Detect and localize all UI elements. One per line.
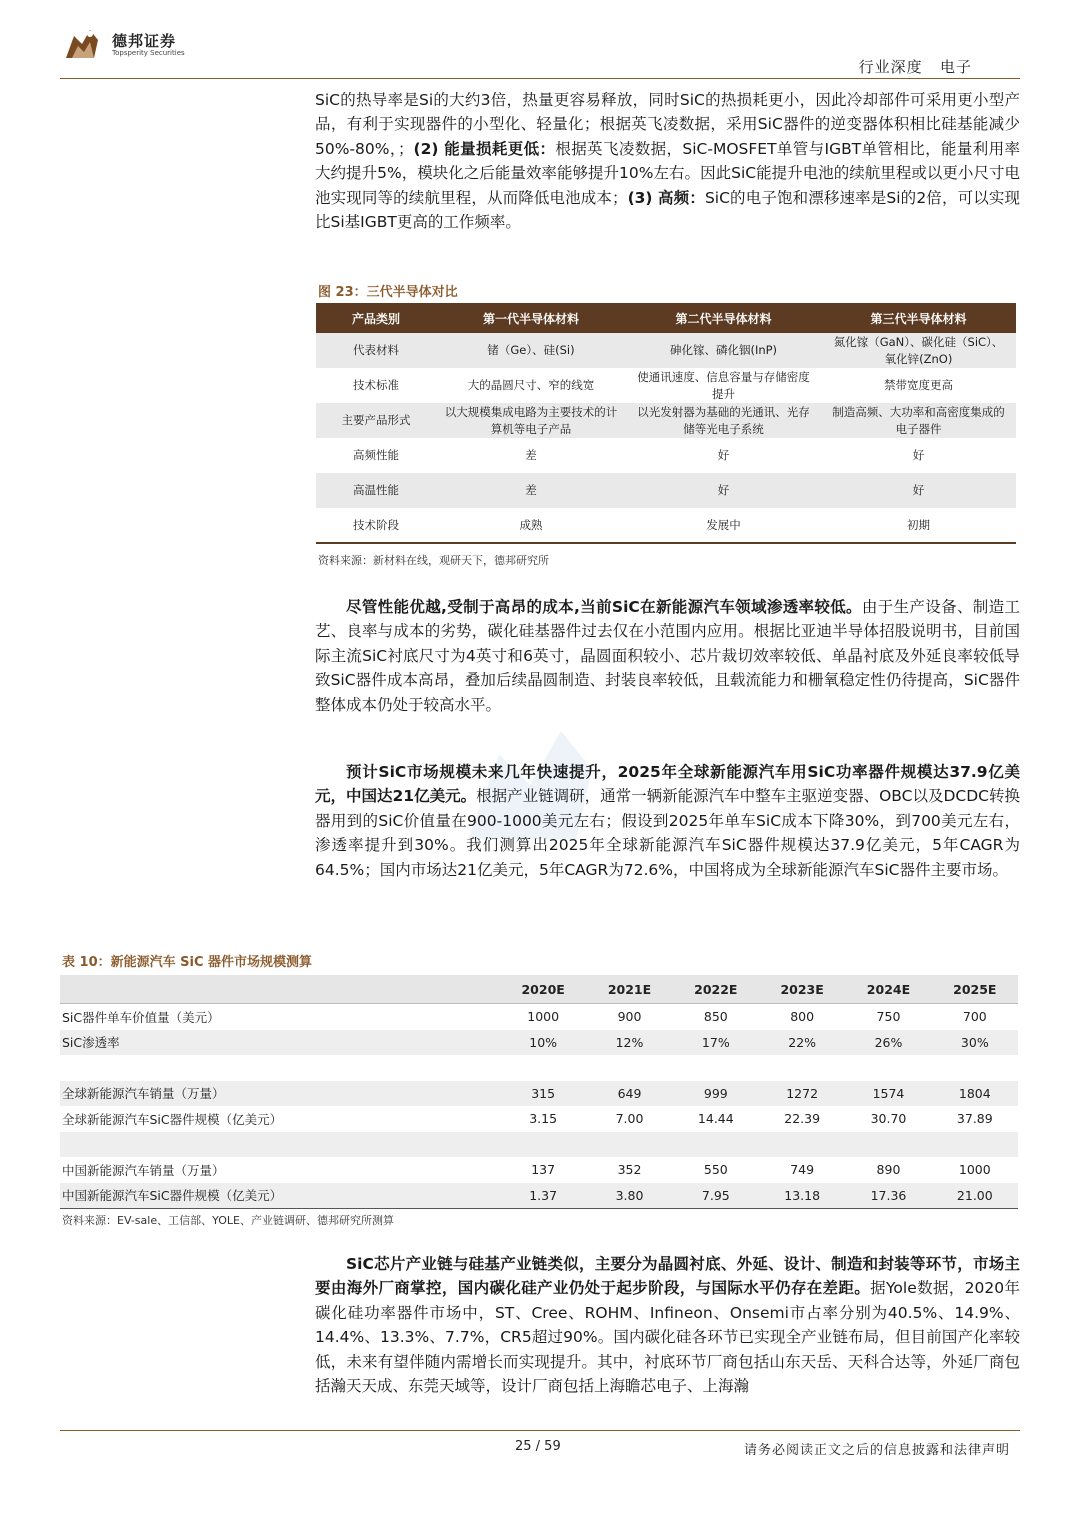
table-cell: 禁带宽度更高	[821, 368, 1016, 403]
table-cell: 749	[790, 1162, 815, 1178]
header-divider	[60, 78, 1020, 79]
table-cell: 制造高频、大功率和高密度集成的电子器件	[821, 403, 1016, 438]
table-row	[60, 1081, 1018, 1107]
para1-text-b: 根据英飞凌数据，SiC-MOSFET单管与IGBT单管相比，能量利用率大约提升5%，模块化之后能量效率能够提升10%左右。因此SiC能提升电池的续航里程或以更小尺寸电池实现同等的续航里程，从而降低电池成本；	[315, 139, 1020, 207]
table-cell: 好	[626, 473, 821, 508]
table-cell: 主要产品形式	[316, 403, 436, 438]
table-header-row	[60, 975, 1018, 1004]
table-cell: 30.70	[870, 1111, 907, 1127]
table-header-cell	[60, 975, 500, 1004]
table-cell: 13.18	[759, 1183, 845, 1209]
table-cell: 22%	[759, 1030, 845, 1056]
para1-bold-a: (2) 能量损耗更低：	[413, 139, 556, 158]
table-cell: 使通讯速度、信息容量与存储密度提升	[626, 368, 821, 403]
table-cell: 890	[876, 1162, 901, 1178]
table-cell: 技术标准	[316, 368, 436, 403]
table-cell: 30%	[932, 1030, 1018, 1056]
table-row	[316, 508, 1016, 543]
table-cell: 10%	[500, 1030, 586, 1056]
paragraph-cost	[315, 595, 1020, 717]
table-row	[316, 473, 1016, 508]
para4-text: 据Yole数据，2020年碳化硅功率器件市场中，ST、Cree、ROHM、Infineon、Onsemi市占率分别为40.5%、14.9%、14.4%、13.3%、7.7%，CR5超过90%。国内碳化硅各环节已实现全产业链布局，但目前国产化率较低，未来有望伴随内需增长而实现提升。其中，衬底环节厂商包括山东天岳、天科合达等，外延厂商包括瀚天天成、东莞天域等，设计厂商包括上海瞻芯电子、上海瀚	[315, 1279, 1020, 1396]
table-cell: 999	[673, 1081, 759, 1107]
table-cell: 17.36	[845, 1183, 931, 1209]
table-header-cell: 产品类别	[316, 303, 436, 333]
year-header: 2023E	[759, 975, 845, 1004]
table-cell: 137	[531, 1162, 556, 1178]
table-spacer-cell	[60, 1132, 1018, 1158]
para2-text: 由于生产设备、制造工艺、良率与成本的劣势，碳化硅基器件过去仅在小范围内应用。根据比亚迪半导体招股说明书，目前国际主流SiC衬底尺寸为4英寸和6英寸，晶圆面积较小、芯片裁切效率较低、单晶衬底及外延良率较低导致SiC器件成本高昂，叠加后续晶圆制造、封装良率较低，且载流能力和栅氧稳定性仍待提高，SiC器件整体成本仍处于较高水平。	[315, 598, 1020, 714]
table-caption: 表 10：新能源汽车 SiC 器件市场规模测算	[62, 955, 313, 970]
header-category	[859, 56, 972, 77]
paragraph-sic-properties	[315, 88, 1020, 234]
table-cell: 700	[962, 1009, 987, 1025]
table-cell: 好	[626, 438, 821, 473]
table-row	[60, 1157, 1018, 1183]
table-cell: 750	[876, 1009, 901, 1025]
row-label: 中国新能源汽车SiC器件规模（亿美元）	[60, 1183, 500, 1209]
table-cell: 初期	[821, 508, 1016, 543]
table-row	[60, 1106, 1018, 1132]
row-label: SiC器件单车价值量（美元）	[62, 1009, 220, 1025]
table-header-cell: 第一代半导体材料	[436, 303, 626, 333]
table-cell: 技术阶段	[316, 508, 436, 543]
table-cell: 大的晶圆尺寸、窄的线宽	[436, 368, 626, 403]
table-cell: 7.95	[673, 1183, 759, 1209]
footer-disclaimer: 请务必阅读正文之后的信息披露和法律声明	[743, 1443, 1010, 1458]
para3-text: 根据产业链调研，通常一辆新能源汽车中整车主驱逆变器、OBC以及DCDC转换器用到的SiC价值量在900-1000美元左右；假设到2025年单车SiC成本下降30%，到700美元左右，渗透率提升到30%。我们测算出2025年全球新能源汽车SiC器件规模达37.9亿美元，5年CAGR为64.5%；国内市场达21亿美元，5年CAGR为72.6%，中国将成为全球新能源汽车SiC器件主要市场。	[315, 787, 1020, 879]
table-cell: 22.39	[784, 1111, 821, 1127]
table-cell: 649	[586, 1081, 672, 1107]
row-label: SiC渗透率	[60, 1030, 500, 1056]
table-cell: 高温性能	[316, 473, 436, 508]
table-cell: 900	[617, 1009, 642, 1025]
table-cell: 1000	[958, 1162, 991, 1178]
table-cell: 发展中	[626, 508, 821, 543]
row-label: 全球新能源汽车销量（万量）	[60, 1081, 500, 1107]
paragraph-market-size	[315, 760, 1020, 882]
table-cell: 代表材料	[316, 333, 436, 368]
table-cell: 好	[821, 438, 1016, 473]
table-cell: 差	[436, 438, 626, 473]
footer-divider	[60, 1430, 1020, 1431]
year-header: 2024E	[845, 975, 931, 1004]
table-header-cell: 第二代半导体材料	[626, 303, 821, 333]
table-cell: 以光发射器为基础的光通讯、光存储等光电子系统	[626, 403, 821, 438]
table-cell: 好	[821, 473, 1016, 508]
table-cell: 315	[500, 1081, 586, 1107]
table-cell: 37.89	[956, 1111, 993, 1127]
table-cell: 砷化镓、磷化铟(InP)	[626, 333, 821, 368]
table-cell: 1272	[759, 1081, 845, 1107]
para2-bold: 尽管性能优越,受制于高昂的成本,当前SiC在新能源汽车领域渗透率较低。	[346, 598, 862, 616]
para3-bold: 预计SiC市场规模未来几年快速提升，2025年全球新能源汽车用SiC功率器件规模达37.9亿美元，中国达21亿美元。	[315, 763, 1020, 806]
para1-bold-b: (3) 高频：	[627, 188, 705, 207]
table-cell: 14.44	[697, 1111, 734, 1127]
table-cell: 7.00	[615, 1111, 644, 1127]
table-row	[60, 1183, 1018, 1209]
table-row-spacer	[60, 1132, 1018, 1158]
table-cell: 1000	[527, 1009, 560, 1025]
table-row-spacer	[60, 1055, 1018, 1081]
table-cell: 800	[790, 1009, 815, 1025]
figure-caption: 图 23：三代半导体对比	[318, 285, 458, 300]
brand-logo-icon	[60, 22, 104, 66]
table-cell: 3.80	[586, 1183, 672, 1209]
table-cell: 352	[617, 1162, 642, 1178]
year-header: 2025E	[932, 975, 1018, 1004]
table-row	[316, 333, 1016, 368]
table-cell: 17%	[673, 1030, 759, 1056]
table-row	[60, 1030, 1018, 1056]
brand-name-en: Topsperity Securities	[112, 49, 185, 57]
para1-text-c: SiC的电子饱和漂移速率是Si的2倍，可以实现比Si基IGBT更高的工作频率。	[315, 188, 1020, 232]
table-cell: 成熟	[436, 508, 626, 543]
table-cell: 锗（Ge）、硅(Si)	[436, 333, 626, 368]
table-cell: 850	[703, 1009, 728, 1025]
year-header: 2020E	[500, 975, 586, 1004]
table-cell: 1.37	[500, 1183, 586, 1209]
row-label: 全球新能源汽车SiC器件规模（亿美元）	[62, 1111, 283, 1127]
brand-name: 德邦证券	[112, 32, 177, 50]
table-cell: 高频性能	[316, 438, 436, 473]
table-cell: 1574	[845, 1081, 931, 1107]
table-header-cell: 第三代半导体材料	[821, 303, 1016, 333]
table-cell: 差	[436, 473, 626, 508]
table-cell: 550	[703, 1162, 728, 1178]
table-row	[316, 438, 1016, 473]
para1-text-a: SiC的热导率是Si的大约3倍，热量更容易释放，同时SiC的热损耗更小，因此冷却部件可采用更小型产品，有利于实现器件的小型化、轻量化；根据英飞凌数据，采用SiC器件的逆变器体积相比硅基能减少50%-80%，；	[315, 91, 1020, 158]
figure-source: 资料来源：新材料在线，观研天下，德邦研究所	[318, 554, 549, 567]
page-number: 25 / 59	[515, 1439, 561, 1454]
table-spacer-cell	[60, 1055, 1018, 1081]
year-header: 2022E	[673, 975, 759, 1004]
table-cell: 以大规模集成电路为主要技术的计算机等电子产品	[436, 403, 626, 438]
sic-market-size-table	[60, 975, 1018, 1209]
table-cell: 氮化镓（GaN）、碳化硅（SiC）、氧化锌(ZnO)	[821, 333, 1016, 368]
table-cell: 21.00	[932, 1183, 1018, 1209]
header-industry: 电子	[939, 58, 972, 76]
table-cell: 26%	[845, 1030, 931, 1056]
table-header-row	[316, 303, 1016, 333]
semiconductor-comparison-table	[316, 303, 1016, 544]
table-row	[60, 1004, 1018, 1030]
table-row	[316, 403, 1016, 438]
year-header: 2021E	[586, 975, 672, 1004]
table-cell: 12%	[586, 1030, 672, 1056]
paragraph-industry-chain	[315, 1252, 1020, 1398]
table-cell: 1804	[932, 1081, 1018, 1107]
table-cell: 3.15	[529, 1111, 558, 1127]
table-row	[316, 368, 1016, 403]
table-source: 资料来源：EV-sale、工信部、YOLE、产业链调研、德邦研究所测算	[62, 1214, 394, 1227]
row-label: 中国新能源汽车销量（万量）	[62, 1162, 225, 1178]
header-section: 行业深度	[858, 58, 923, 76]
para4-bold: SiC芯片产业链与硅基产业链类似，主要分为晶圆衬底、外延、设计、制造和封装等环节，市场主要由海外厂商掌控，国内碳化硅产业仍处于起步阶段，与国际水平仍存在差距。	[315, 1255, 1020, 1298]
